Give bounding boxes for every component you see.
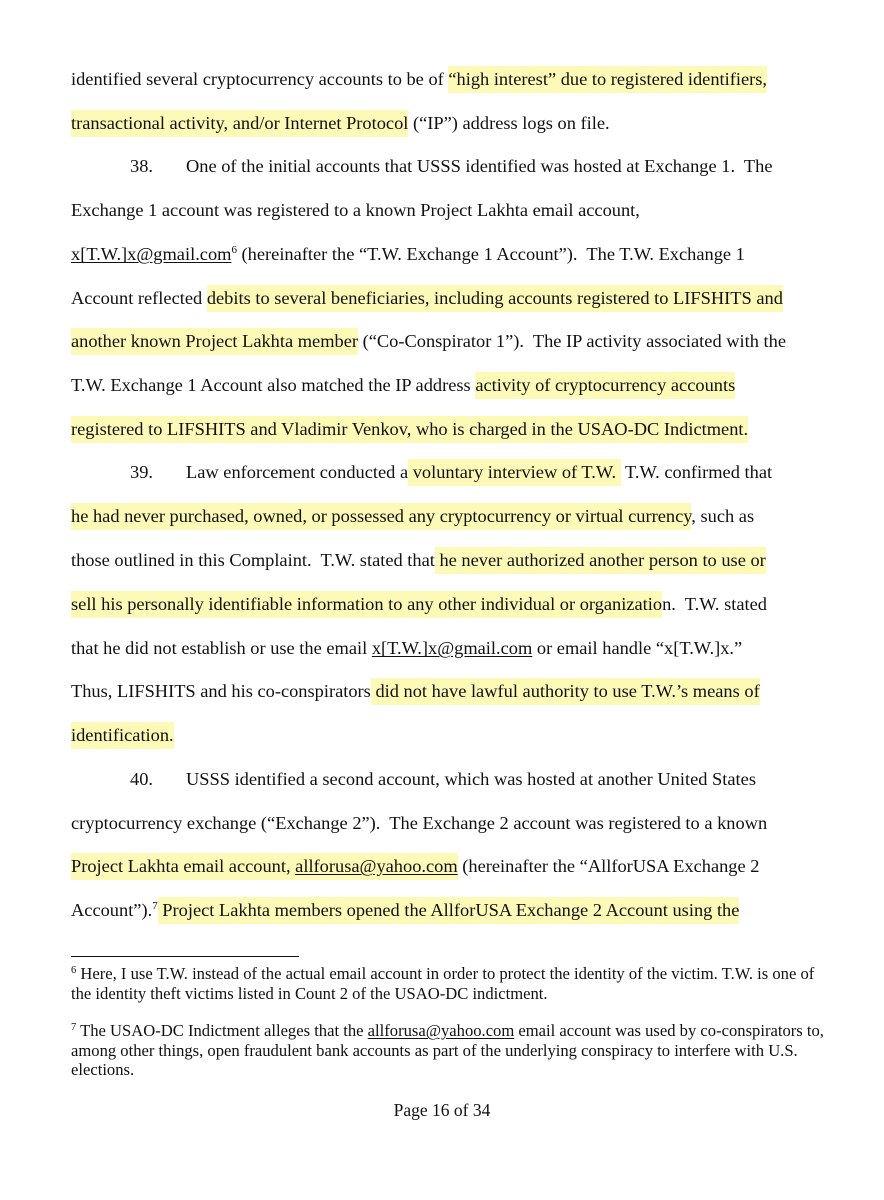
text-run: T.W. Exchange 1 Account also matched the IP address	[71, 375, 476, 395]
body-line-9	[71, 416, 748, 442]
text-run: cryptocurrency exchange (“Exchange 2”). The Exchange 2 account was registered to a known	[71, 813, 768, 833]
page-number: Page 16 of 34	[393, 1100, 491, 1120]
paragraph-number: 38.	[130, 156, 153, 176]
footnote-6	[71, 964, 831, 1003]
highlighted-text: another known Project Lakhta member	[71, 328, 358, 355]
highlighted-text: identification.	[71, 722, 174, 749]
body-line-8	[71, 372, 735, 398]
email-link[interactable]: x[T.W.]x@gmail.com	[71, 244, 232, 264]
body-line-6	[71, 285, 783, 311]
text-run: Account”).	[71, 900, 153, 920]
text-run: identified several cryptocurrency accounts to be of	[71, 69, 449, 89]
text-run: USSS identified a second account, which was hosted at another United States	[186, 769, 756, 789]
footnote-7	[71, 1021, 831, 1080]
email-link[interactable]: allforusa@yahoo.com	[367, 1021, 515, 1040]
body-line-16	[71, 722, 174, 748]
body-line-4	[71, 197, 640, 223]
footnote-text: Here, I use T.W. instead of the actual email account in order to protect the identity of the victim. T.W. is one of the identity theft victims listed in Count 2 of the USAO-DC indictment.	[71, 964, 815, 1003]
body-line-11	[71, 503, 754, 529]
email-link[interactable]: allforusa@yahoo.com	[295, 856, 458, 876]
text-run: or email handle “x[T.W.]x.”	[532, 638, 743, 658]
body-line-12	[71, 547, 766, 573]
text-run: Account reflected	[71, 288, 207, 308]
highlighted-text: transactional activity, and/or Internet Protocol	[71, 110, 408, 137]
body-line-2	[71, 110, 610, 136]
body-line-19	[71, 853, 759, 879]
body-line-20	[71, 897, 739, 923]
highlighted-text: Project Lakhta members opened the AllforUSA Exchange 2 Account using the	[158, 897, 740, 924]
highlighted-text: debits to several beneficiaries, including accounts registered to LIFSHITS and	[207, 285, 783, 312]
text-run: One of the initial accounts that USSS identified was hosted at Exchange 1. The	[186, 156, 773, 176]
footnote-text: The USAO-DC Indictment alleges that the	[76, 1021, 368, 1040]
text-run: (“Co-Conspirator 1”). The IP activity associated with the	[358, 331, 787, 351]
highlighted-text: did not have lawful authority to use T.W.’s means of	[371, 678, 760, 705]
paragraph-number: 40.	[130, 769, 153, 789]
body-line-13	[71, 591, 767, 617]
footnote-separator	[71, 956, 299, 957]
text-run: Law enforcement conducted a	[186, 462, 409, 482]
footnote-number: 7	[71, 1022, 77, 1033]
body-line-1	[71, 66, 767, 92]
email-link[interactable]: x[T.W.]x@gmail.com	[371, 638, 533, 658]
body-line-18	[71, 810, 767, 836]
text-run: T.W. confirmed that	[620, 462, 773, 482]
paragraph-40-line-1	[71, 766, 756, 792]
body-line-5	[71, 241, 745, 267]
footnote-text: email account was used by co-conspirators to, among other things, open fraudulent bank accounts as part of the underlying conspiracy to interfere with U.S. elections.	[71, 1021, 824, 1079]
highlighted-text: registered to LIFSHITS and Vladimir Venkov, who is charged in the USAO-DC Indictment.	[71, 416, 748, 443]
highlighted-text: sell his personally identifiable information to any other individual or organizatio	[71, 591, 662, 618]
body-line-15	[71, 678, 760, 704]
paragraph-39-line-1	[71, 459, 772, 485]
text-run: (“IP”) address logs on file.	[408, 113, 610, 133]
footnote-number: 6	[71, 965, 77, 976]
text-run: n. T.W. stated	[662, 594, 767, 614]
highlighted-text	[71, 853, 458, 880]
footnote-marker: 6	[231, 244, 237, 256]
highlighted-text: voluntary interview of T.W.	[408, 459, 621, 486]
text-run: Exchange 1 account was registered to a known Project Lakhta email account,	[71, 200, 640, 220]
body-line-14	[71, 635, 742, 661]
text-run: those outlined in this Complaint. T.W. stated that	[71, 550, 435, 570]
paragraph-number: 39.	[130, 462, 153, 482]
highlighted-text: activity of cryptocurrency accounts	[475, 372, 735, 399]
highlighted-text: he had never purchased, owned, or possessed any cryptocurrency or virtual currency	[71, 503, 691, 530]
text-run: (hereinafter the “T.W. Exchange 1 Account”). The T.W. Exchange 1	[236, 244, 745, 264]
text-run: , such as	[691, 506, 755, 526]
text-run: that he did not establish or use the email	[71, 638, 372, 658]
text-run: Project Lakhta email account,	[71, 856, 296, 876]
body-line-7	[71, 328, 786, 354]
highlighted-text: “high interest” due to registered identifiers,	[448, 66, 767, 93]
text-run: (hereinafter the “AllforUSA Exchange 2	[457, 856, 760, 876]
text-run: Thus, LIFSHITS and his co-conspirators	[71, 681, 371, 701]
footnote-marker: 7	[152, 900, 158, 912]
paragraph-38-line-1	[71, 153, 773, 179]
highlighted-text: he never authorized another person to use or	[435, 547, 766, 574]
